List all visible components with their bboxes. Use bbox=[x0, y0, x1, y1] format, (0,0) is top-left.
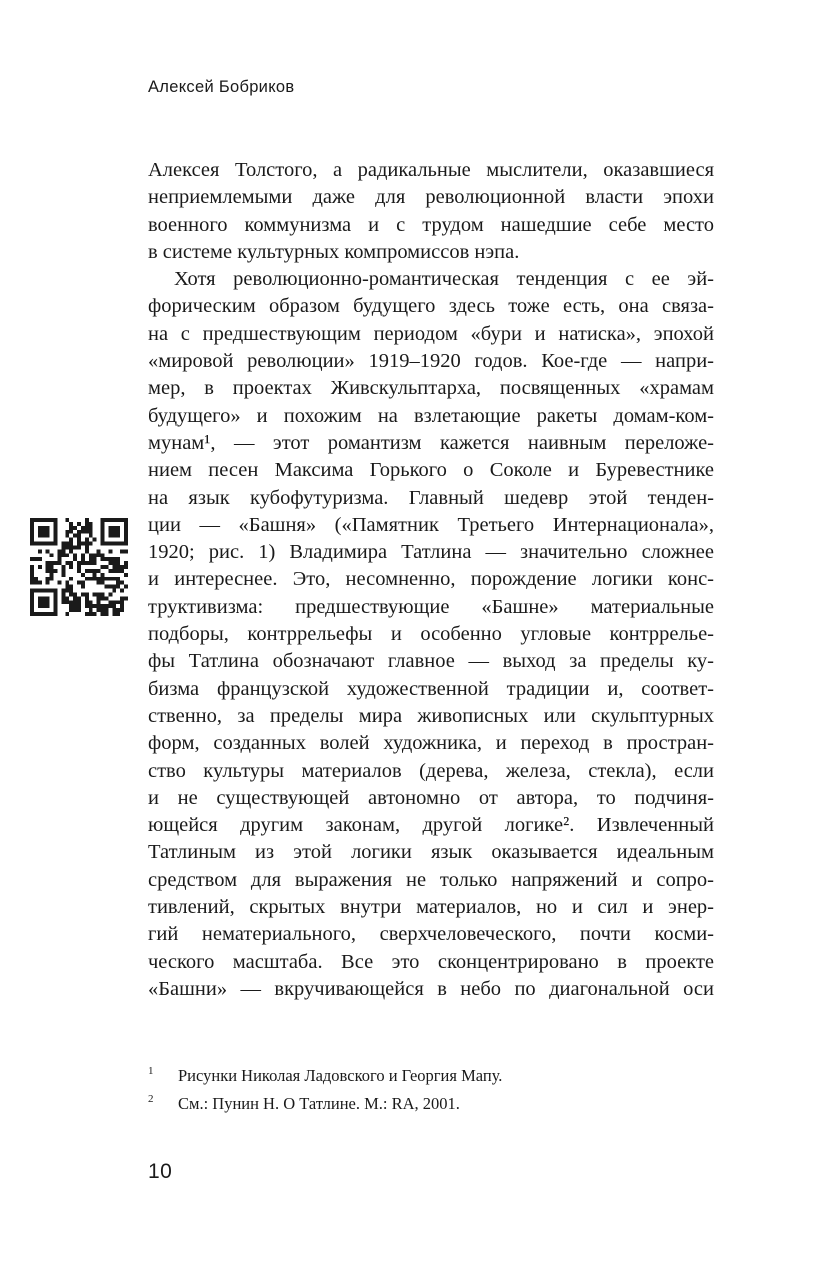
text-line: ции — «Башня» («Памятник Третьего Интернационала», bbox=[148, 513, 714, 536]
text-line: и интереснее. Это, несомненно, порождение логики конс- bbox=[148, 568, 714, 591]
text-line: ющейся другим законам, другой логике². Извлеченный bbox=[148, 814, 714, 837]
text-line: труктивизма: предшествующие «Башне» материальные bbox=[148, 595, 714, 618]
qr-code-icon bbox=[30, 518, 128, 616]
text-line: мунам¹, — этот романтизм кажется наивным переложе- bbox=[148, 431, 714, 454]
text-line: «Башни» — вкручивающейся в небо по диагональной оси bbox=[148, 977, 714, 1000]
running-head-author: Алексей Бобриков bbox=[148, 78, 295, 96]
text-line: «мировой революции» 1919–1920 годов. Кое-где — напри- bbox=[148, 350, 714, 373]
text-line: мер, в проектах Живскульптарха, посвященных «храмам bbox=[148, 377, 714, 400]
text-line: тивлений, скрытых внутри материалов, но и сил и энер- bbox=[148, 896, 714, 919]
text-line: неприемлемыми даже для революционной власти эпохи bbox=[148, 186, 714, 209]
text-line: форическим образом будущего здесь тоже есть, она связа- bbox=[148, 295, 714, 318]
text-line: на с предшествующим периодом «бури и натиска», эпохой bbox=[148, 322, 714, 345]
footnote bbox=[148, 1090, 708, 1118]
footnote-text: См.: Пунин Н. О Татлине. М.: RA, 2001. bbox=[178, 1094, 460, 1113]
footnotes bbox=[148, 1062, 708, 1118]
footnote-number: 1 bbox=[148, 1065, 154, 1077]
footnote-number: 2 bbox=[148, 1093, 154, 1105]
text-line: ственно, за пределы мира живописных или скульптурных bbox=[148, 704, 714, 727]
page-number: 10 bbox=[148, 1160, 173, 1183]
text-line: Алексея Толстого, а радикальные мыслители, оказавшиеся bbox=[148, 159, 714, 181]
text-line: в системе культурных компромиссов нэпа. bbox=[148, 240, 520, 263]
text-line: и не существующей автономно от автора, то подчиня- bbox=[148, 786, 714, 809]
text-line: Татлиным из этой логики язык оказывается идеальным bbox=[148, 841, 714, 864]
text-line: ство культуры материалов (дерева, железа, стекла), если bbox=[148, 759, 714, 782]
footnote-text: Рисунки Николая Ладовского и Георгия Мапу. bbox=[178, 1066, 503, 1085]
text-line: нием песен Максима Горького о Соколе и Буревестнике bbox=[148, 459, 714, 482]
text-line: будущего» и похожим на взлетающие ракеты домам-ком- bbox=[148, 404, 714, 427]
text-line: фы Татлина обозначают главное — выход за пределы ку- bbox=[148, 650, 714, 673]
text-line: на язык кубофутуризма. Главный шедевр этой тенден- bbox=[148, 486, 714, 509]
text-line: военного коммунизма и с трудом нашедшие себе место bbox=[148, 213, 714, 236]
text-line: Хотя революционно-романтическая тенденция с ее эй- bbox=[174, 268, 714, 291]
text-line: форм, созданных волей художника, и переход в простран- bbox=[148, 732, 714, 755]
text-line: ческого масштаба. Все это сконцентрировано в проекте bbox=[148, 950, 714, 973]
text-line: бизма французской художественной традиции и, соответ- bbox=[148, 677, 714, 700]
footnote bbox=[148, 1062, 708, 1090]
text-line: средством для выражения не только напряжений и сопро- bbox=[148, 868, 714, 891]
text-line: подборы, контррельефы и особенно угловые контррелье- bbox=[148, 623, 714, 646]
text-line: 1920; рис. 1) Владимира Татлина — значительно сложнее bbox=[148, 541, 714, 564]
text-line: гий нематериального, сверхчеловеческого, почти косми- bbox=[148, 923, 714, 946]
body-text bbox=[148, 157, 714, 1003]
